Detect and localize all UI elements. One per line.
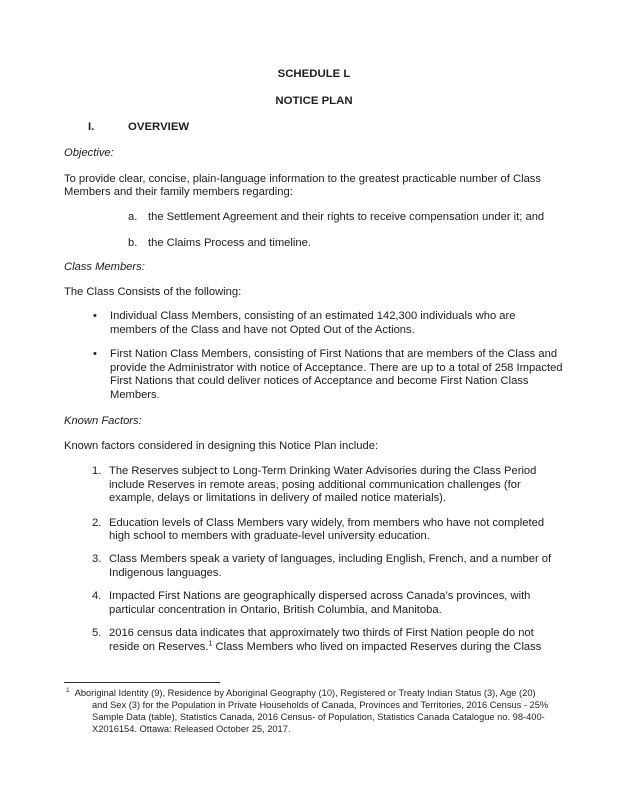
section-number: I.: [88, 121, 95, 133]
objective-item-a: [64, 211, 564, 225]
list-item-text: Individual Class Members, consisting of an estimated 142,300 individuals who are members of the Class and have not Opted Out of the Actions.: [110, 310, 516, 336]
list-marker: 4.: [92, 590, 102, 602]
section-title: OVERVIEW: [128, 121, 190, 133]
footnote-line: Sample Data (table), Statistics Canada, 2016 Census- of Population, Statistics Canada Catalogue no. 98-400-: [92, 712, 545, 722]
list-item-text: the Claims Process and timeline.: [148, 237, 311, 249]
bullet-icon: •: [93, 310, 97, 322]
footnote-number: 1: [66, 686, 70, 694]
list-item-text: Education levels of Class Members vary widely, from members who have not completed high school to members with graduate-level university education.: [109, 516, 545, 542]
notice-plan-title: NOTICE PLAN: [275, 95, 353, 107]
objective-item-b: [64, 237, 564, 251]
objective-paragraph: To provide clear, concise, plain-language information to the greatest practicable number of Class Members and their family members regarding:: [64, 172, 541, 198]
list-marker: 5.: [92, 627, 102, 639]
known-factors-label: Known Factors:: [64, 415, 142, 427]
list-marker: b.: [128, 237, 138, 249]
class-members-intro: The Class Consists of the following:: [64, 286, 242, 298]
footnote: [64, 682, 564, 735]
class-members-bullet-first-nation: [64, 348, 564, 402]
class-members-bullet-individual: [64, 310, 564, 337]
footnote-separator-rule: [64, 682, 220, 683]
list-item-text: Class Members speak a variety of languages, including English, French, and a number of Indigenous languages.: [109, 553, 552, 579]
footnote-line: X2016154. Ottawa: Released October 25, 2017.: [92, 724, 291, 734]
list-marker: a.: [128, 211, 138, 223]
list-item-text: The Reserves subject to Long-Term Drinking Water Advisories during the Class Period include Reserves in remote areas, posing additional communication challenges (for example, delays or limitations in delivery of mailed notice materials).: [109, 465, 537, 504]
known-factor-item-4: [64, 590, 564, 617]
list-marker: 2.: [92, 516, 102, 529]
class-members-label: Class Members:: [64, 261, 145, 273]
footnote-line: and Sex (3) for the Population in Private Households of Canada, Provinces and Territories, 2016 Census - 25%: [92, 700, 549, 710]
footnote-line: [64, 687, 564, 699]
known-factor-item-3: [64, 553, 564, 580]
bullet-icon: •: [93, 348, 97, 360]
list-item-text: the Settlement Agreement and their rights to receive compensation under it; and: [148, 211, 545, 223]
list-item-text-segment: Class Members who lived on impacted Reserves during the Class: [215, 640, 542, 653]
list-item-text: First Nation Class Members, consisting of First Nations that are members of the Class and provide the Administrator with notice of Acceptance. There are up to a total of 258 Impacted First Nations that could deliver notices of Acceptance and become First Nation Class Members.: [110, 348, 563, 401]
section-heading-overview: [64, 121, 564, 135]
footnote-reference-mark: 1: [208, 639, 213, 647]
objective-label: Objective:: [64, 147, 114, 159]
list-item-text: Impacted First Nations are geographically dispersed across Canada’s provinces, with particular concentration in Ontario, British Columbia, and Manitoba.: [109, 590, 531, 616]
list-marker: 3.: [92, 553, 102, 565]
known-factor-item-1: [64, 465, 564, 506]
list-item-text: [109, 627, 564, 654]
list-item-text-segment: 2016 census data indicates that approximately two thirds of First Nation people do not reside on Reserves.: [109, 627, 534, 653]
known-factor-item-2: [64, 517, 564, 544]
footnote-text: Aboriginal Identity (9), Residence by Aboriginal Geography (10), Registered or Treaty Indian Status (3), Age (20): [74, 688, 536, 698]
known-factors-intro: Known factors considered in designing this Notice Plan include:: [64, 440, 379, 452]
list-marker: 1.: [92, 465, 102, 477]
schedule-title: SCHEDULE L: [277, 68, 351, 80]
known-factor-item-5: [64, 627, 564, 654]
